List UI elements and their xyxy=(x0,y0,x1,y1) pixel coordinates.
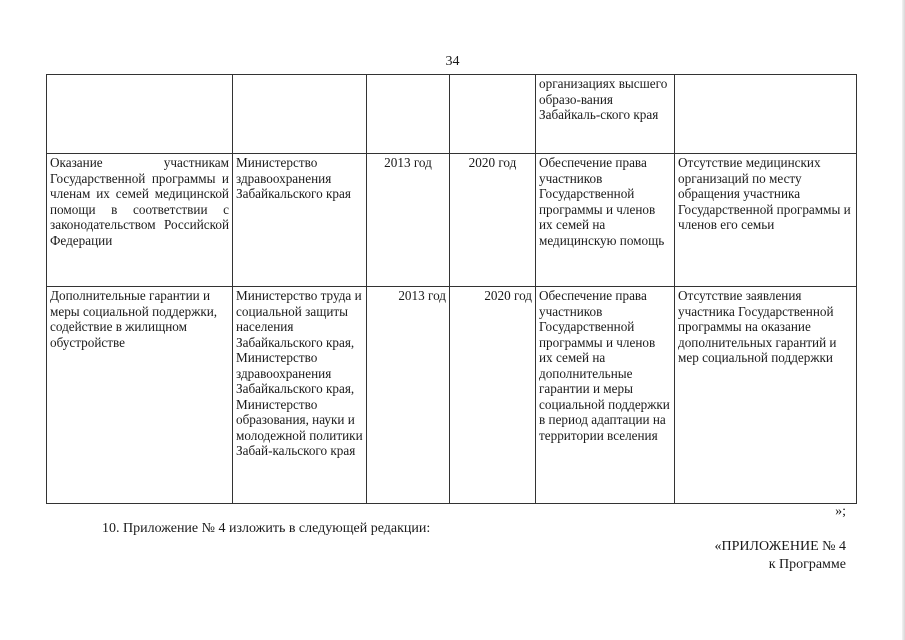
measure-cell: Дополнительные гарантии и меры социальной поддержки, содействие в жилищном обустройстве xyxy=(47,287,233,504)
end-year-cell: 2020 год xyxy=(450,287,536,504)
closing-quote-mark: »; xyxy=(835,504,846,519)
end-year-cell xyxy=(450,75,536,154)
executor-cell xyxy=(233,75,367,154)
table-row xyxy=(47,154,857,287)
goal-cell: организациях высшего образо-вания Забайкаль-ского края xyxy=(536,75,675,154)
executor-cell: Министерство здравоохранения Забайкальского края xyxy=(233,154,367,287)
start-year-cell: 2013 год xyxy=(367,154,450,287)
risk-cell xyxy=(675,75,857,154)
goal-cell: Обеспечение права участников Государственной программы и членов их семей на медицинскую помощь xyxy=(536,154,675,287)
annex-heading xyxy=(715,538,847,574)
risk-cell: Отсутствие заявления участника Государственной программы на оказание дополнительных гарантий и мер социальной поддержки xyxy=(675,287,857,504)
measure-cell xyxy=(47,75,233,154)
amendment-instruction: 10. Приложение № 4 изложить в следующей редакции: xyxy=(102,521,431,536)
table-row xyxy=(47,287,857,504)
end-year-cell: 2020 год xyxy=(450,154,536,287)
annex-subtitle: к Программе xyxy=(768,557,846,572)
table-row xyxy=(47,75,857,154)
measure-cell: Оказание участникам Государственной программы и членам их семей медицинской помощи в соответствии с законодательством Российской Федерации xyxy=(47,154,233,287)
measures-table xyxy=(46,74,857,504)
annex-title: «ПРИЛОЖЕНИЕ № 4 xyxy=(714,539,846,554)
risk-cell: Отсутствие медицинских организаций по месту обращения участника Государственной программы и членов его семьи xyxy=(675,154,857,287)
start-year-cell xyxy=(367,75,450,154)
goal-cell: Обеспечение права участников Государственной программы и членов их семей на дополнительные гарантии и меры социальной поддержки в период адаптации на территории вселения xyxy=(536,287,675,504)
start-year-cell: 2013 год xyxy=(367,287,450,504)
page-number: 34 xyxy=(445,54,460,69)
executor-cell: Министерство труда и социальной защиты населения Забайкальского края, Министерство здравоохранения Забайкальского края, Министерство образования, науки и молодежной политики Забай-кальского края xyxy=(233,287,367,504)
